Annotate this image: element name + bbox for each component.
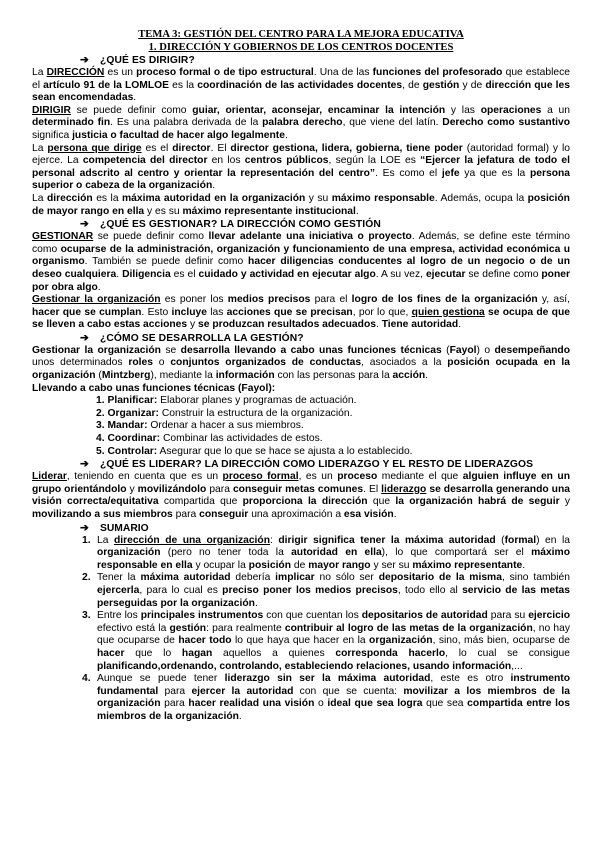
heading-sumario: ➔ SUMARIO <box>80 522 149 534</box>
paragraph-direccion: La DIRECCIÓN es un proceso formal o de tipo estructural. Una de las funciones del profesorado que establece el artículo 91 de la LOMLOE es la coordinación de las actividades docentes, de gestión y de dirección que les sean encomendadas. <box>32 67 570 104</box>
summary-item: 3. Entre los principales instrumentos con que cuentan los depositarios de autoridad para su ejercicio efectivo está la gestión: para realmente contribuir al logro de las metas de la organización, no hay que ocuparse de hacer todo lo que haya que hacer en la organización, sino, más bien, ocuparse de hacer que lo hagan aquellos a quienes corresponda hacerlo, lo cual se consigue planificando,ordenando, controlando, estableciendo relaciones, usando información,... <box>82 610 571 672</box>
document-title: TEMA 3: GESTIÓN DEL CENTRO PARA LA MEJORA EDUCATIVA <box>138 29 464 40</box>
summary-item: 1. La dirección de una organización: dirigir significa tener la máxima autoridad (formal) en la organización (pero no tener toda la autoridad en ella), lo que comportará ser el máximo responsable en ella y ocupar la posición de mayor rango y ser su máximo representante. <box>82 534 570 571</box>
arrow-icon: ➔ <box>80 55 89 66</box>
functions-list <box>32 395 570 458</box>
functions-intro: Llevando a cabo unas funciones técnicas (Fayol): <box>32 382 276 394</box>
summary-item: 4. Aunque se puede tener liderazgo sin ser la máxima autoridad, este es otro instrumento fundamental para ejercer la autoridad con que se cuenta: movilizar a los miembros de la organización para hacer realidad una visión o ideal que sea logra que sea compartida entre los miembros de la organización. <box>82 673 571 722</box>
summary-list <box>32 535 570 724</box>
arrow-icon: ➔ <box>80 459 89 471</box>
heading-que-es-dirigir: ➔ ¿QUÉ ES DIRIGIR? <box>80 55 195 66</box>
heading-como-se-desarrolla: ➔ ¿CÓMO SE DESARROLLA LA GESTIÓN? <box>80 332 304 344</box>
summary-item: 2. Tener la máxima autoridad debería implicar no sólo ser depositario de la misma, sino también ejercerla, para lo cual es preciso poner los medios precisos, todo ello al servicio de las metas perseguidas por la organización. <box>82 572 570 609</box>
paragraph-maxima-autoridad: La dirección es la máxima autoridad en la organización y su máximo responsable. Además, ocupa la posición de mayor rango en ella y es su máximo representante institucional. <box>32 192 570 217</box>
paragraph-gestionar: GESTIONAR se puede definir como llevar adelante una iniciativa o proyecto. Además, se define este término como ocuparse de la administración, organización y funcionamiento de una empresa, actividad económica u organismo. También se puede definir como hacer diligencias conducentes al logro de un negocio o de un deseo cualquiera. Diligencia es el cuidado y actividad en ejecutar algo. A su vez, ejecutar se define como poner por obra algo. <box>32 231 570 293</box>
function-item: 1. Planificar: Elaborar planes y programas de actuación. <box>96 395 357 407</box>
paragraph-gestionar-organizacion: Gestionar la organización es poner los medios precisos para el logro de los fines de la organización y, así, hacer que se cumplan. Esto incluye las acciones que se precisan, por lo que, quien gestiona se ocupa de que se lleven a cabo estas acciones y se produzcan resultados adecuados. Tiene autoridad. <box>32 294 570 331</box>
arrow-icon: ➔ <box>80 332 89 344</box>
heading-que-es-liderar: ➔ ¿QUÉ ES LIDERAR? LA DIRECCIÓN COMO LIDERAZGO Y EL RESTO DE LIDERAZGOS <box>80 459 534 471</box>
section-title: 1. DIRECCIÓN Y GOBIERNOS DE LOS CENTROS DOCENTES <box>148 42 454 53</box>
paragraph-persona-dirige: La persona que dirige es el director. El director gestiona, lidera, gobierna, tiene poder (autoridad formal) y lo ejerce. La competencia del director en los centros públicos, según la LOE es “Ejercer la jefatura de todo el personal adscrito al centro y orientar la representación del centro”. Es como el jefe ya que es la persona superior o cabeza de la organización. <box>32 142 571 192</box>
arrow-icon: ➔ <box>80 522 89 534</box>
arrow-icon: ➔ <box>80 219 89 231</box>
heading-que-es-gestionar: ➔ ¿QUÉ ES GESTIONAR? LA DIRECCIÓN COMO GESTIÓN <box>80 219 381 231</box>
function-item: 4. Coordinar: Combinar las actividades de estos. <box>96 433 323 445</box>
function-item: 5. Controlar: Asegurar que lo que se hace se ajusta a lo establecido. <box>96 445 413 457</box>
paragraph-dirigir: DIRIGIR se puede definir como guiar, orientar, aconsejar, encaminar la intención y las operaciones a un determinado fin. Es una palabra derivada de la palabra derecho, que viene del latín. Derecho como sustantivo significa justicia o facultad de hacer algo legalmente. <box>32 104 571 141</box>
function-item: 2. Organizar: Construir la estructura de la organización. <box>96 407 353 419</box>
paragraph-liderar: Liderar, teniendo en cuenta que es un proceso formal, es un proceso mediante el que alguien influye en un grupo orientándolo y movilizándolo para conseguir metas comunes. El liderazgo se desarrolla generando una visión correcta/equitativa compartida que proporciona la dirección que la organización habrá de seguir y movilizando a sus miembros para conseguir una aproximación a esa visión. <box>32 471 571 520</box>
function-item: 3. Mandar: Ordenar a hacer a sus miembros. <box>96 420 304 432</box>
paragraph-desarrollo-gestion: Gestionar la organización se desarrolla llevando a cabo unas funciones técnicas (Fayol) o desempeñando unos determinados roles o conjuntos organizados de conductas, asociados a la posición ocupada en la organización (Mintzberg), mediante la información con las personas para la acción. <box>32 344 570 382</box>
